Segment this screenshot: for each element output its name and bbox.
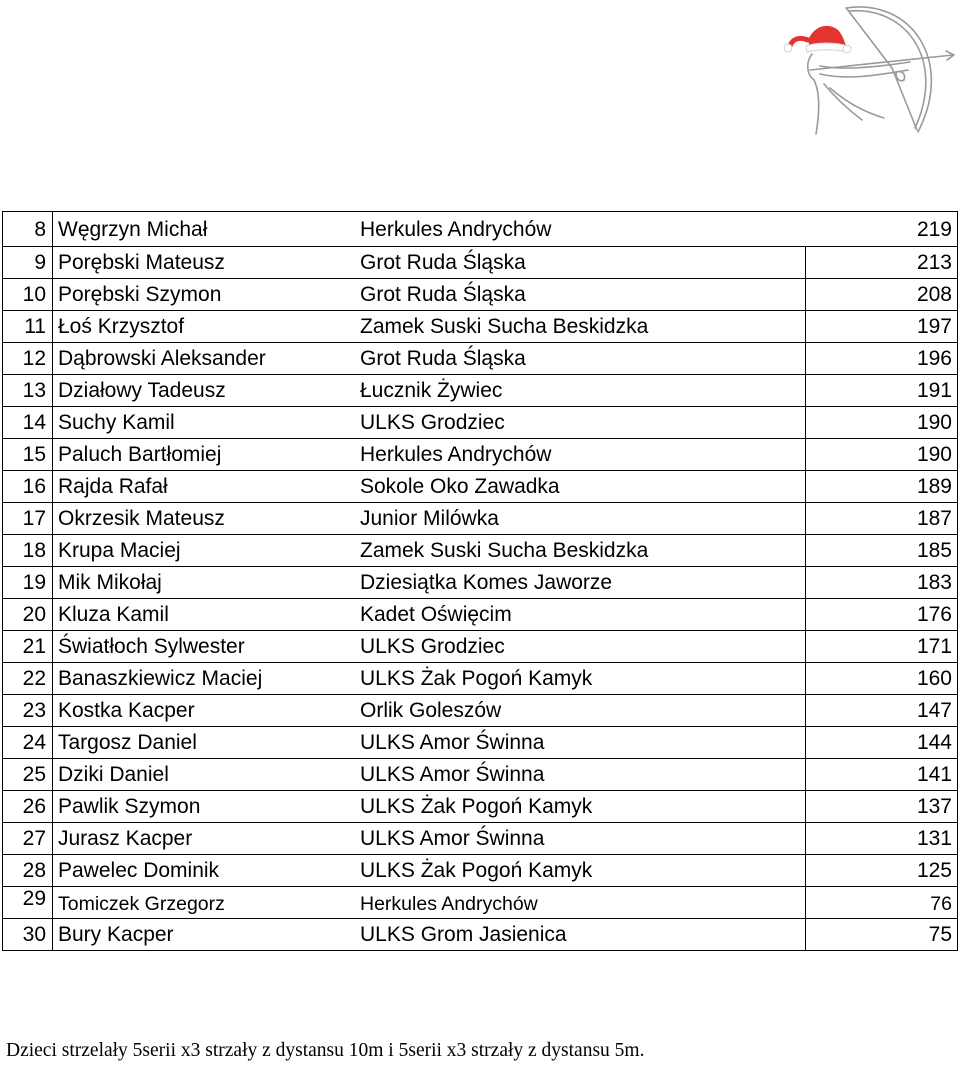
table-row xyxy=(3,663,958,695)
table-row xyxy=(3,599,958,631)
name-cell: Paluch Bartłomiej xyxy=(53,439,356,471)
table-row xyxy=(3,375,958,407)
place-cell: 28 xyxy=(3,855,53,887)
club-cell: ULKS Żak Pogoń Kamyk xyxy=(355,855,805,887)
club-cell: Dziesiątka Komes Jaworze xyxy=(355,567,805,599)
score-cell: 196 xyxy=(805,343,958,375)
club-cell: Kadet Oświęcim xyxy=(355,599,805,631)
table-row xyxy=(3,343,958,375)
score-cell: 144 xyxy=(805,727,958,759)
place-cell: 23 xyxy=(3,695,53,727)
club-cell: Grot Ruda Śląska xyxy=(355,343,805,375)
table-row xyxy=(3,503,958,535)
score-cell: 176 xyxy=(805,599,958,631)
archer-with-santa-hat-icon xyxy=(750,0,955,140)
place-cell: 26 xyxy=(3,791,53,823)
table-row xyxy=(3,567,958,599)
score-cell: 185 xyxy=(805,535,958,567)
place-cell: 20 xyxy=(3,599,53,631)
footnote: Dzieci strzelały 5serii x3 strzały z dystansu 10m i 5serii x3 strzały z dystansu 5m. xyxy=(6,1040,645,1061)
name-cell: Pawlik Szymon xyxy=(53,791,356,823)
place-cell: 22 xyxy=(3,663,53,695)
place-cell: 25 xyxy=(3,759,53,791)
score-cell: 131 xyxy=(805,823,958,855)
club-cell: Herkules Andrychów xyxy=(355,887,805,919)
results-table-body xyxy=(3,212,958,951)
score-cell: 171 xyxy=(805,631,958,663)
name-cell: Działowy Tadeusz xyxy=(53,375,356,407)
score-cell: 141 xyxy=(805,759,958,791)
club-cell: Sokole Oko Zawadka xyxy=(355,471,805,503)
club-cell: Łucznik Żywiec xyxy=(355,375,805,407)
table-row xyxy=(3,631,958,663)
place-cell: 19 xyxy=(3,567,53,599)
score-cell: 197 xyxy=(805,311,958,343)
club-cell: Zamek Suski Sucha Beskidzka xyxy=(355,311,805,343)
place-cell: 27 xyxy=(3,823,53,855)
club-cell: ULKS Żak Pogoń Kamyk xyxy=(355,663,805,695)
results-table xyxy=(2,211,958,951)
name-cell: Suchy Kamil xyxy=(53,407,356,439)
score-cell: 190 xyxy=(805,407,958,439)
place-cell: 8 xyxy=(3,212,53,247)
club-cell: ULKS Grodziec xyxy=(355,407,805,439)
score-cell: 137 xyxy=(805,791,958,823)
club-cell: Grot Ruda Śląska xyxy=(355,247,805,279)
name-cell: Okrzesik Mateusz xyxy=(53,503,356,535)
score-cell: 160 xyxy=(805,663,958,695)
name-cell: Węgrzyn Michał xyxy=(53,212,356,247)
name-cell: Tomiczek Grzegorz xyxy=(53,887,356,919)
score-cell: 125 xyxy=(805,855,958,887)
table-row xyxy=(3,887,958,919)
table-row xyxy=(3,695,958,727)
name-cell: Dąbrowski Aleksander xyxy=(53,343,356,375)
club-cell: Grot Ruda Śląska xyxy=(355,279,805,311)
table-row xyxy=(3,727,958,759)
club-cell: ULKS Amor Świnna xyxy=(355,823,805,855)
club-cell: ULKS Grodziec xyxy=(355,631,805,663)
club-cell: Junior Milówka xyxy=(355,503,805,535)
score-cell: 189 xyxy=(805,471,958,503)
place-cell: 9 xyxy=(3,247,53,279)
name-cell: Kostka Kacper xyxy=(53,695,356,727)
place-cell: 14 xyxy=(3,407,53,439)
name-cell: Porębski Szymon xyxy=(53,279,356,311)
table-row xyxy=(3,212,958,247)
place-cell: 11 xyxy=(3,311,53,343)
table-row xyxy=(3,791,958,823)
place-cell: 24 xyxy=(3,727,53,759)
table-row xyxy=(3,311,958,343)
place-cell: 13 xyxy=(3,375,53,407)
club-cell: ULKS Amor Świnna xyxy=(355,759,805,791)
score-cell: 187 xyxy=(805,503,958,535)
club-cell: Herkules Andrychów xyxy=(355,212,805,247)
table-row xyxy=(3,855,958,887)
score-cell: 213 xyxy=(805,247,958,279)
name-cell: Jurasz Kacper xyxy=(53,823,356,855)
table-row xyxy=(3,471,958,503)
place-cell: 16 xyxy=(3,471,53,503)
score-cell: 75 xyxy=(805,919,958,951)
name-cell: Krupa Maciej xyxy=(53,535,356,567)
place-cell: 21 xyxy=(3,631,53,663)
place-cell: 17 xyxy=(3,503,53,535)
table-row xyxy=(3,535,958,567)
name-cell: Porębski Mateusz xyxy=(53,247,356,279)
club-cell: Zamek Suski Sucha Beskidzka xyxy=(355,535,805,567)
name-cell: Łoś Krzysztof xyxy=(53,311,356,343)
table-row xyxy=(3,247,958,279)
name-cell: Mik Mikołaj xyxy=(53,567,356,599)
name-cell: Dziki Daniel xyxy=(53,759,356,791)
table-row xyxy=(3,919,958,951)
score-cell: 183 xyxy=(805,567,958,599)
place-cell: 10 xyxy=(3,279,53,311)
score-cell: 219 xyxy=(805,212,958,247)
score-cell: 190 xyxy=(805,439,958,471)
table-row xyxy=(3,759,958,791)
place-cell: 18 xyxy=(3,535,53,567)
table-row xyxy=(3,407,958,439)
name-cell: Pawelec Dominik xyxy=(53,855,356,887)
place-cell: 29 xyxy=(3,887,53,919)
club-cell: ULKS Grom Jasienica xyxy=(355,919,805,951)
club-cell: ULKS Żak Pogoń Kamyk xyxy=(355,791,805,823)
name-cell: Bury Kacper xyxy=(53,919,356,951)
name-cell: Targosz Daniel xyxy=(53,727,356,759)
name-cell: Rajda Rafał xyxy=(53,471,356,503)
club-cell: Herkules Andrychów xyxy=(355,439,805,471)
score-cell: 208 xyxy=(805,279,958,311)
club-cell: Orlik Goleszów xyxy=(355,695,805,727)
score-cell: 191 xyxy=(805,375,958,407)
place-cell: 15 xyxy=(3,439,53,471)
name-cell: Światłoch Sylwester xyxy=(53,631,356,663)
score-cell: 76 xyxy=(805,887,958,919)
name-cell: Kluza Kamil xyxy=(53,599,356,631)
table-row xyxy=(3,439,958,471)
club-cell: ULKS Amor Świnna xyxy=(355,727,805,759)
score-cell: 147 xyxy=(805,695,958,727)
place-cell: 30 xyxy=(3,919,53,951)
table-row xyxy=(3,823,958,855)
name-cell: Banaszkiewicz Maciej xyxy=(53,663,356,695)
table-row xyxy=(3,279,958,311)
place-cell: 12 xyxy=(3,343,53,375)
